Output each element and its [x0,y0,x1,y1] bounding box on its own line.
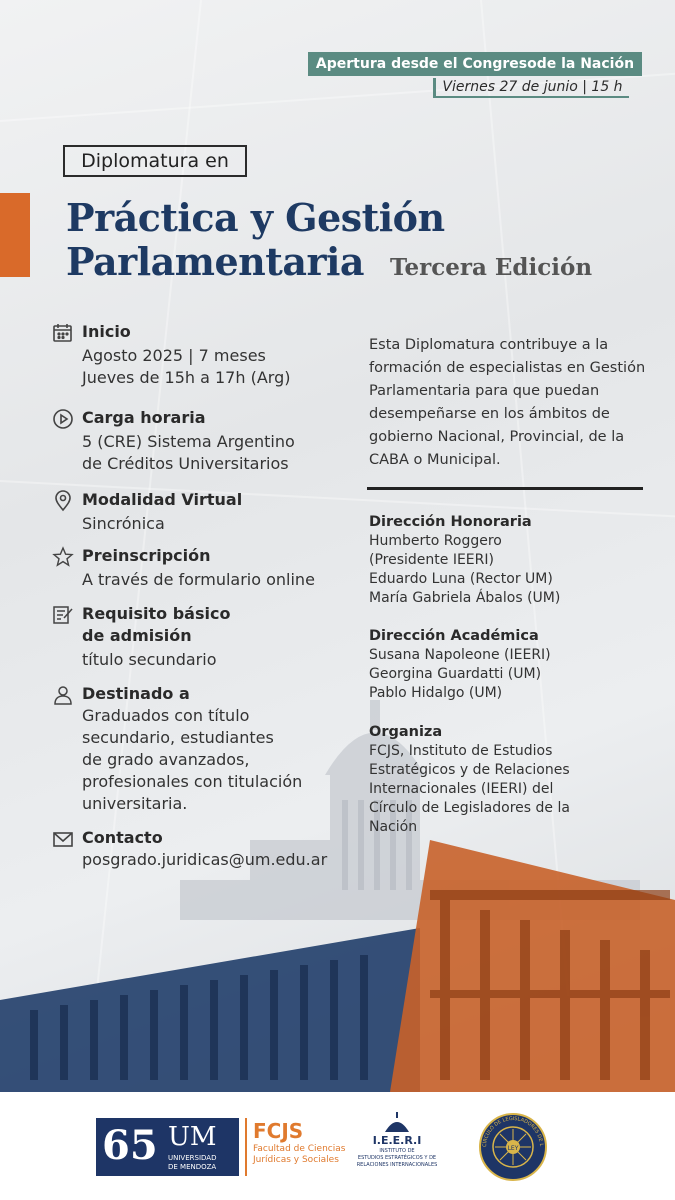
fcjs-sub2: Jurídicas y Sociales [253,1155,339,1165]
person-line: Pablo Hidalgo (UM) [369,685,503,701]
detail-title: Carga horaria [82,408,206,427]
detail-line: A través de formulario online [82,570,315,589]
detail-title: Destinado a [82,684,190,703]
date-banner: Viernes 27 de junio | 15 h [433,78,629,98]
person-line: Georgina Guardatti (UM) [369,666,542,682]
ieeri-sub2: ESTUDIOS ESTRATÉGICOS Y DE [357,1155,437,1161]
org-line: Nación [369,819,418,835]
location-pin-icon [52,490,74,512]
org-line: Círculo de Legisladores de la [369,800,570,816]
accent-bar [0,193,30,277]
ieeri-sub3: RELACIONES INTERNACIONALES [356,1162,438,1168]
detail-line: 5 (CRE) Sistema Argentino [82,432,295,451]
detail-title: Preinscripción [82,546,211,565]
program-prefix: Diplomatura en [63,145,247,177]
ieeri-logo [352,1112,442,1182]
org-line: Internacionales (IEERI) del [369,781,554,797]
direccion-academica [369,627,649,703]
section-divider [367,487,643,490]
ieeri-sub1: INSTITUTO DE [379,1148,415,1154]
organiza [369,723,649,837]
detail-line: título secundario [82,650,217,669]
section-title: Dirección Honoraria [369,514,532,530]
detail-line: universitaria. [82,794,188,813]
detail-title: Requisito básico [82,604,231,623]
um-logo [96,1118,239,1176]
seal-center-text: LEY [507,1145,519,1152]
detail-title: Contacto [82,828,163,847]
contact-email-link[interactable]: posgrado.juridicas@um.edu.ar [82,850,328,869]
fcjs-name: FCJS [253,1119,304,1143]
circulo-legisladores-seal [478,1112,548,1182]
detail-line: Jueves de 15h a 17h (Arg) [82,368,291,387]
detail-title: Inicio [82,322,131,341]
detail-line: Agosto 2025 | 7 meses [82,346,266,365]
fcjs-sub1: Facultad de Ciencias [253,1144,346,1154]
play-circle-icon [52,408,74,430]
detail-line: de Créditos Universitarios [82,454,289,473]
person-line: Susana Napoleone (IEERI) [369,647,551,663]
program-title-line2: Parlamentaria [66,239,365,284]
detail-line: secundario, estudiantes [82,728,274,747]
fcjs-logo [245,1118,365,1176]
mail-icon [52,828,74,850]
program-edition: Tercera Edición [390,254,593,281]
person-icon [52,684,74,706]
detail-line: de grado avanzados, [82,750,250,769]
org-line: FCJS, Instituto de Estudios [369,743,553,759]
ieeri-name: I.E.E.R.I [372,1134,422,1147]
star-icon [52,546,74,568]
program-description: Esta Diplomatura contribuye a la formación de especialistas en Gestión Parlamentaria para que puedan desempeñarse en los ámbitos de gobierno Nacional, Provincial, de la CABA o Municipal. [369,337,646,468]
section-title: Organiza [369,724,443,740]
edit-form-icon [52,604,74,626]
detail-line: Graduados con título [82,706,250,725]
um-anniversary-number: 65 [102,1122,158,1169]
detail-line: Sincrónica [82,514,165,533]
program-title-line1: Práctica y Gestión [66,195,445,240]
um-sub2: DE MENDOZA [168,1163,217,1171]
dome-icon [382,1112,412,1134]
person-line: María Gabriela Ábalos (UM) [369,590,561,606]
detail-title: de admisión [82,626,192,645]
direccion-honoraria [369,513,649,608]
person-line: Eduardo Luna (Rector UM) [369,571,553,587]
detail-line: profesionales con titulación [82,772,303,791]
um-name: UM [168,1122,217,1152]
section-title: Dirección Académica [369,628,539,644]
person-line: Humberto Roggero [369,533,502,549]
org-line: Estratégicos y de Relaciones [369,762,570,778]
opening-banner: Apertura desde el Congresode la Nación [308,52,642,76]
detail-title: Modalidad Virtual [82,490,243,509]
calendar-icon [52,322,74,344]
person-line: (Presidente IEERI) [369,552,494,568]
seal-text: CÍRCULO DE LEGISLADORES DE L [481,1115,545,1148]
um-sub1: UNIVERSIDAD [168,1154,217,1162]
